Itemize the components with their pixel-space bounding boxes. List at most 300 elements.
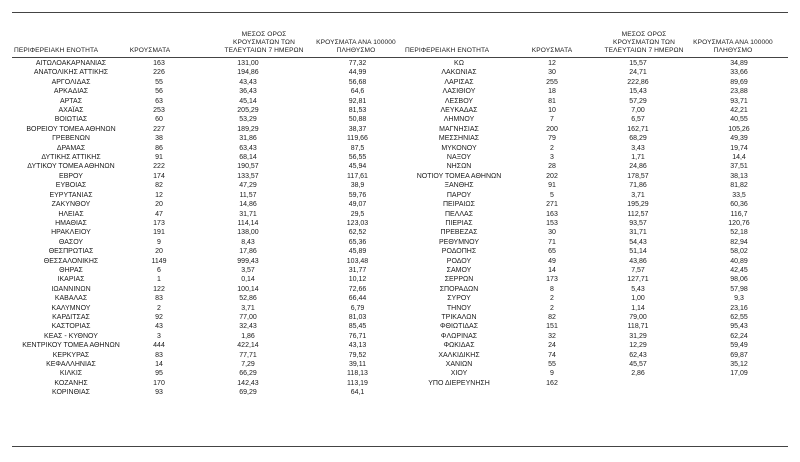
table-row — [12, 59, 407, 68]
table-row — [12, 153, 407, 162]
per100k-cell: 40,55 — [730, 116, 748, 124]
table-row — [12, 210, 407, 219]
cases-cell: 91 — [155, 154, 163, 162]
region-cell: ΕΥΡΥΤΑΝΙΑΣ — [49, 191, 93, 199]
cases-cell: 79 — [548, 135, 556, 143]
cases-cell: 162 — [546, 379, 558, 387]
region-cell: ΦΛΩΡΙΝΑΣ — [440, 332, 478, 340]
region-cell: ΛΑΚΩΝΙΑΣ — [441, 69, 477, 77]
region-cell: ΧΙΟΥ — [450, 370, 468, 378]
cases-cell: 10 — [548, 107, 556, 115]
region-cell: ΛΑΡΙΣΑΣ — [444, 78, 474, 86]
avg-cell: 66,29 — [239, 370, 257, 378]
table-row — [400, 369, 788, 378]
avg-cell: 3,71 — [631, 191, 645, 199]
cases-cell: 5 — [550, 191, 554, 199]
table-row — [400, 294, 788, 303]
per100k-cell: 85,45 — [348, 323, 367, 331]
region-cell: ΜΑΓΝΗΣΙΑΣ — [439, 125, 479, 133]
table-row — [12, 266, 407, 275]
cases-cell: 14 — [155, 361, 163, 368]
region-cell: ΔΥΤΙΚΗΣ ΑΤΤΙΚΗΣ — [41, 154, 101, 162]
cases-cell: 93 — [155, 389, 163, 397]
per100k-cell: 45,89 — [348, 248, 367, 256]
table-row — [400, 200, 788, 209]
cases-cell: 49 — [548, 257, 556, 265]
region-cell: ΑΡΚΑΔΙΑΣ — [53, 88, 89, 96]
cases-cell: 191 — [153, 229, 165, 237]
avg-cell: 127,71 — [627, 276, 649, 284]
avg-cell: 71,86 — [629, 182, 647, 190]
cases-cell: 163 — [546, 210, 558, 218]
region-cell: ΛΑΣΙΘΙΟΥ — [442, 88, 476, 96]
avg-cell: 12,29 — [629, 342, 647, 350]
table-row — [12, 285, 407, 294]
per100k-cell: 113,19 — [347, 379, 368, 387]
cases-cell: 255 — [546, 78, 558, 86]
table-row — [400, 134, 788, 143]
per100k-cell: 72,66 — [348, 285, 367, 293]
table-row — [400, 238, 788, 247]
per100k-cell — [690, 379, 788, 388]
table-row — [12, 191, 407, 200]
table-row — [12, 379, 407, 388]
per100k-cell: 31,77 — [348, 266, 367, 274]
per100k-cell: 9,3 — [734, 295, 744, 303]
table-row — [400, 228, 788, 237]
region-cell: ΚΕΑΣ - ΚΥΘΝΟΥ — [44, 332, 98, 340]
left-header-cases: ΚΡΟΥΣΜΑΤΑ — [129, 47, 171, 54]
per100k-cell: 120,76 — [728, 219, 750, 227]
avg-cell: 17,86 — [239, 248, 257, 256]
region-cell: ΠΡΕΒΕΖΑΣ — [440, 229, 478, 237]
region-cell: ΥΠΟ ΔΙΕΡΕΥΝΗΣΗ — [428, 379, 490, 387]
cases-cell: 32 — [548, 332, 556, 340]
table-row — [400, 341, 788, 350]
per100k-cell: 59,76 — [348, 191, 367, 199]
table-row — [400, 304, 788, 313]
cases-cell: 202 — [546, 172, 558, 180]
avg-cell: 8,43 — [241, 238, 255, 246]
region-cell: ΕΥΒΟΙΑΣ — [55, 182, 87, 190]
region-cell: ΕΒΡΟΥ — [59, 172, 83, 180]
table-row — [400, 322, 788, 331]
right-header-per100k: ΚΡΟΥΣΜΑΤΑ ΑΝΑ 100000 ΠΛΗΘΥΣΜΟ — [693, 39, 773, 54]
avg-cell: 32,43 — [239, 323, 257, 331]
per100k-cell: 43,13 — [348, 342, 367, 350]
avg-cell: 68,14 — [239, 154, 257, 162]
cases-cell: 30 — [548, 229, 556, 237]
region-cell: ΚΟΡΙΝΘΙΑΣ — [52, 389, 90, 397]
table-row — [400, 106, 788, 115]
cases-cell: 18 — [548, 88, 556, 96]
region-cell: ΣΑΜΟΥ — [446, 266, 472, 274]
avg-cell: 63,43 — [239, 144, 257, 152]
avg-cell: 79,00 — [629, 313, 647, 321]
right-header-region: ΠΕΡΙΦΕΡΕΙΑΚΗ ΕΝΟΤΗΤΑ — [405, 47, 490, 54]
avg-cell: 178,57 — [627, 172, 649, 180]
cases-cell: 71 — [548, 238, 556, 246]
cases-cell: 91 — [548, 182, 556, 190]
region-cell: ΑΝΑΤΟΛΙΚΗΣ ΑΤΤΙΚΗΣ — [33, 69, 109, 77]
per100k-cell: 82,94 — [730, 238, 748, 246]
region-cell: ΔΥΤΙΚΟΥ ΤΟΜΕΑ ΑΘΗΝΩΝ — [27, 163, 115, 171]
table-row — [12, 351, 407, 360]
cases-cell: 30 — [548, 69, 556, 77]
table-row — [400, 162, 788, 171]
avg-cell: 53,29 — [239, 116, 257, 124]
avg-cell: 1,00 — [631, 295, 645, 303]
per100k-cell: 87,5 — [350, 144, 365, 152]
per100k-cell: 60,36 — [730, 201, 748, 209]
table-row — [400, 87, 788, 96]
region-cell: ΘΕΣΣΑΛΟΝΙΚΗΣ — [43, 257, 99, 265]
per100k-cell: 62,24 — [730, 332, 748, 340]
avg-cell: 999,43 — [237, 257, 259, 265]
top-rule — [12, 12, 788, 13]
table-row — [12, 247, 407, 256]
per100k-cell: 49,39 — [730, 135, 748, 143]
table-row — [12, 134, 407, 143]
avg-cell: 45,14 — [239, 97, 257, 105]
table-row — [400, 257, 788, 266]
per100k-cell: 57,98 — [730, 285, 748, 293]
region-cell: ΧΑΛΚΙΔΙΚΗΣ — [438, 351, 480, 359]
per100k-cell: 17,09 — [730, 370, 748, 378]
region-cell: ΒΟΙΩΤΙΑΣ — [54, 116, 88, 124]
avg-cell: 222,86 — [627, 78, 649, 86]
per100k-cell: 52,18 — [730, 229, 748, 237]
per100k-cell: 123,03 — [346, 219, 369, 227]
per100k-cell: 65,36 — [348, 238, 367, 246]
region-cell: ΦΘΙΩΤΙΔΑΣ — [439, 323, 479, 331]
region-cell: ΠΙΕΡΙΑΣ — [445, 219, 473, 227]
region-cell: ΧΑΝΙΩΝ — [445, 361, 473, 368]
per100k-cell: 59,49 — [730, 342, 748, 350]
table-row — [12, 304, 407, 313]
table-row — [12, 125, 407, 134]
cases-cell: 222 — [153, 163, 165, 171]
table-row — [400, 332, 788, 341]
per100k-cell: 42,45 — [730, 266, 748, 274]
per100k-cell: 29,5 — [350, 210, 365, 218]
avg-cell: 14,86 — [239, 201, 257, 209]
table-row — [12, 257, 407, 266]
table-row — [12, 360, 407, 369]
cases-cell: 444 — [153, 342, 165, 350]
cases-cell: 1149 — [151, 257, 167, 265]
per100k-cell: 117,61 — [347, 172, 368, 180]
table-row — [400, 313, 788, 322]
per100k-cell: 23,88 — [730, 88, 748, 96]
table-row — [12, 87, 407, 96]
per100k-cell: 62,52 — [348, 229, 367, 237]
per100k-cell: 98,06 — [730, 276, 748, 284]
table-row — [400, 115, 788, 124]
table-row — [12, 332, 407, 341]
cases-cell: 151 — [546, 323, 558, 331]
per100k-cell: 33,5 — [732, 191, 746, 199]
per100k-cell: 49,07 — [348, 201, 367, 209]
avg-cell: 51,14 — [629, 248, 647, 256]
avg-cell: 62,43 — [629, 351, 647, 359]
region-cell: ΜΥΚΟΝΟΥ — [441, 144, 477, 152]
avg-cell: 43,86 — [629, 257, 647, 265]
region-cell: ΗΡΑΚΛΕΙΟΥ — [51, 229, 91, 237]
table-row — [400, 275, 788, 284]
table-row — [12, 97, 407, 106]
table-row — [400, 219, 788, 228]
table-row — [12, 313, 407, 322]
table-row — [400, 153, 788, 162]
region-cell: ΡΟΔΟΥ — [446, 257, 472, 265]
avg-cell: 142,43 — [237, 379, 259, 387]
region-cell: ΗΛΕΙΑΣ — [58, 210, 84, 218]
right-header-avg: ΜΕΣΟΣ ΟΡΟΣ ΚΡΟΥΣΜΑΤΩΝ ΤΩΝ ΤΕΛΕΥΤΑΙΩΝ 7 ΗΜΕΡΩΝ — [604, 31, 684, 54]
table-row — [12, 172, 407, 181]
region-cell: ΚΑΛΥΜΝΟΥ — [51, 304, 91, 312]
avg-cell: 131,00 — [237, 60, 259, 67]
per100k-cell: 119,66 — [347, 135, 368, 143]
region-cell: ΝΗΣΩΝ — [446, 163, 472, 171]
cases-cell: 56 — [155, 88, 163, 96]
avg-cell: 5,43 — [631, 285, 645, 293]
cases-cell: 173 — [546, 276, 558, 284]
cases-cell: 83 — [155, 351, 163, 359]
avg-cell: 189,29 — [237, 125, 259, 133]
avg-cell: 3,43 — [631, 144, 645, 152]
region-cell: ΑΧΑΪΑΣ — [58, 107, 84, 115]
right-header-cases: ΚΡΟΥΣΜΑΤΑ — [531, 47, 573, 54]
avg-cell: 11,57 — [239, 191, 257, 199]
region-cell: ΠΕΛΛΑΣ — [444, 210, 474, 218]
region-cell: ΣΕΡΡΩΝ — [444, 276, 474, 284]
avg-cell: 422,14 — [237, 342, 259, 350]
avg-cell: 112,57 — [627, 210, 649, 218]
table-row — [400, 181, 788, 190]
table-row — [12, 78, 407, 87]
region-cell: ΔΡΑΜΑΣ — [56, 144, 86, 152]
cases-cell: 271 — [546, 201, 558, 209]
table-row — [400, 144, 788, 153]
cases-cell: 173 — [153, 219, 165, 227]
cases-cell: 82 — [548, 313, 556, 321]
cases-cell: 20 — [155, 248, 163, 256]
per100k-cell: 76,71 — [348, 332, 367, 340]
cases-cell: 6 — [157, 266, 161, 274]
avg-cell: 2,86 — [631, 370, 645, 378]
region-cell: ΝΟΤΙΟΥ ΤΟΜΕΑ ΑΘΗΝΩΝ — [416, 172, 502, 180]
avg-cell: 47,29 — [239, 182, 257, 190]
region-cell: ΝΑΞΟΥ — [446, 154, 472, 162]
cases-cell: 253 — [153, 107, 165, 115]
avg-cell: 162,71 — [627, 125, 649, 133]
avg-cell: 205,29 — [237, 107, 259, 115]
per100k-cell: 62,55 — [730, 313, 748, 321]
cases-cell: 55 — [155, 78, 163, 86]
avg-cell: 7,57 — [631, 266, 645, 274]
table-row — [400, 266, 788, 275]
cases-cell: 63 — [155, 97, 163, 105]
cases-cell: 3 — [550, 154, 554, 162]
per100k-cell: 81,53 — [348, 107, 367, 115]
cases-cell: 7 — [550, 116, 554, 124]
right-table — [400, 59, 788, 388]
avg-cell: 31,71 — [629, 229, 647, 237]
per100k-cell: 103,48 — [346, 257, 369, 265]
cases-cell: 38 — [155, 135, 163, 143]
avg-cell: 100,14 — [237, 285, 259, 293]
cases-cell: 153 — [546, 219, 558, 227]
table-row — [12, 238, 407, 247]
per100k-cell: 105,26 — [728, 125, 750, 133]
region-cell: ΑΡΤΑΣ — [59, 97, 83, 105]
table-row — [12, 369, 407, 378]
region-cell: ΤΡΙΚΑΛΩΝ — [441, 313, 477, 321]
region-cell: ΣΠΟΡΑΔΩΝ — [439, 285, 479, 293]
table-row — [12, 322, 407, 331]
cases-cell: 200 — [546, 125, 558, 133]
region-cell: ΛΕΥΚΑΔΑΣ — [440, 107, 478, 115]
avg-cell: 0,14 — [241, 276, 255, 284]
region-cell: ΚΕΡΚΥΡΑΣ — [52, 351, 90, 359]
table-row — [400, 360, 788, 369]
cases-cell: 2 — [550, 144, 554, 152]
avg-cell: 138,00 — [237, 229, 259, 237]
avg-cell: 3,57 — [241, 266, 255, 274]
table-row — [12, 200, 407, 209]
per100k-cell: 118,13 — [347, 370, 368, 378]
cases-cell: 170 — [153, 379, 165, 387]
cases-cell: 8 — [550, 285, 554, 293]
avg-cell: 57,29 — [629, 97, 647, 105]
per100k-cell: 23,16 — [730, 304, 748, 312]
cases-cell: 95 — [155, 370, 163, 378]
per100k-cell: 56,68 — [348, 78, 367, 86]
region-cell: ΘΗΡΑΣ — [59, 266, 83, 274]
table-row — [12, 341, 407, 350]
table-row — [400, 68, 788, 77]
region-cell: ΡΟΔΟΠΗΣ — [441, 248, 477, 256]
table-row — [12, 294, 407, 303]
avg-cell: 118,71 — [627, 323, 649, 331]
region-cell: ΖΑΚΥΝΘΟΥ — [51, 201, 91, 209]
cases-cell: 83 — [155, 295, 163, 303]
cases-cell: 81 — [548, 97, 556, 105]
region-cell: ΜΕΣΣΗΝΙΑΣ — [438, 135, 480, 143]
cases-cell: 9 — [550, 370, 554, 378]
cases-cell: 227 — [153, 125, 165, 133]
avg-cell: 45,57 — [629, 361, 647, 368]
table-row — [400, 172, 788, 181]
region-cell: ΚΑΒΑΛΑΣ — [54, 295, 88, 303]
bottom-rule — [12, 446, 788, 447]
cases-cell: 43 — [155, 323, 163, 331]
region-cell: ΙΚΑΡΙΑΣ — [57, 276, 85, 284]
table-row — [400, 78, 788, 87]
avg-cell: 1,14 — [631, 304, 645, 312]
cases-cell: 24 — [548, 342, 556, 350]
per100k-cell: 14,4 — [732, 154, 746, 162]
cases-cell: 2 — [550, 304, 554, 312]
header-rule — [12, 57, 788, 58]
per100k-cell: 39,11 — [349, 361, 366, 368]
per100k-cell: 42,21 — [730, 107, 748, 115]
table-row — [12, 181, 407, 190]
avg-cell: 36,43 — [239, 88, 257, 96]
table-row — [400, 351, 788, 360]
avg-cell: 133,57 — [237, 172, 259, 180]
cases-cell: 174 — [153, 172, 165, 180]
per100k-cell: 6,79 — [350, 304, 365, 312]
region-cell: ΚΟΖΑΝΗΣ — [54, 379, 88, 387]
avg-cell: 195,29 — [627, 201, 649, 209]
left-header-per100k: ΚΡΟΥΣΜΑΤΑ ΑΝΑ 100000 ΠΛΗΘΥΣΜΟ — [316, 39, 396, 54]
cases-cell: 74 — [548, 351, 556, 359]
region-cell: ΣΥΡΟΥ — [447, 295, 471, 303]
table-row — [12, 219, 407, 228]
per100k-cell: 35,12 — [730, 361, 748, 368]
avg-cell: 15,57 — [629, 60, 647, 67]
per100k-cell: 116,7 — [730, 210, 748, 218]
per100k-cell: 64,6 — [350, 88, 365, 96]
cases-cell: 3 — [157, 332, 161, 340]
cases-cell: 60 — [155, 116, 163, 124]
avg-cell: 54,43 — [629, 238, 647, 246]
per100k-cell: 58,02 — [730, 248, 748, 256]
region-cell: ΙΩΑΝΝΙΝΩΝ — [51, 285, 91, 293]
per100k-cell: 34,89 — [730, 60, 748, 67]
avg-cell: 77,71 — [239, 351, 257, 359]
avg-cell: 52,86 — [239, 295, 257, 303]
region-cell: ΒΟΡΕΙΟΥ ΤΟΜΕΑ ΑΘΗΝΩΝ — [26, 125, 116, 133]
per100k-cell: 44,99 — [348, 69, 367, 77]
per100k-cell: 10,12 — [348, 276, 367, 284]
region-cell: ΤΗΝΟΥ — [446, 304, 472, 312]
per100k-cell: 38,13 — [730, 172, 748, 180]
avg-cell: 7,29 — [241, 361, 255, 368]
per100k-cell: 93,71 — [730, 97, 748, 105]
region-cell: ΦΩΚΙΔΑΣ — [443, 342, 475, 350]
avg-cell: 24,71 — [629, 69, 647, 77]
avg-cell: 190,57 — [237, 163, 259, 171]
cases-cell: 226 — [153, 69, 165, 77]
cases-cell: 9 — [157, 238, 161, 246]
table-row — [400, 210, 788, 219]
cases-cell: 12 — [548, 60, 556, 67]
region-cell: ΚΑΡΔΙΤΣΑΣ — [52, 313, 90, 321]
region-cell: ΠΑΡΟΥ — [446, 191, 472, 199]
table-row — [12, 68, 407, 77]
table-row — [12, 388, 407, 397]
region-cell: ΛΗΜΝΟΥ — [443, 116, 475, 124]
avg-cell: 194,86 — [237, 69, 259, 77]
cases-cell: 2 — [157, 304, 161, 312]
region-cell: ΓΡΕΒΕΝΩΝ — [52, 135, 90, 143]
avg-cell: 77,00 — [239, 313, 257, 321]
per100k-cell: 81,82 — [730, 182, 748, 190]
region-cell: ΚΙΛΚΙΣ — [59, 370, 83, 378]
avg-cell: 68,29 — [629, 135, 647, 143]
cases-cell: 20 — [155, 201, 163, 209]
per100k-cell: 81,03 — [348, 313, 367, 321]
table-row — [400, 191, 788, 200]
avg-cell: 114,14 — [237, 219, 259, 227]
per100k-cell: 40,89 — [730, 257, 748, 265]
region-cell: ΠΕΙΡΑΙΩΣ — [443, 201, 475, 209]
region-cell: ΑΡΓΟΛΙΔΑΣ — [51, 78, 91, 86]
table-row — [400, 285, 788, 294]
